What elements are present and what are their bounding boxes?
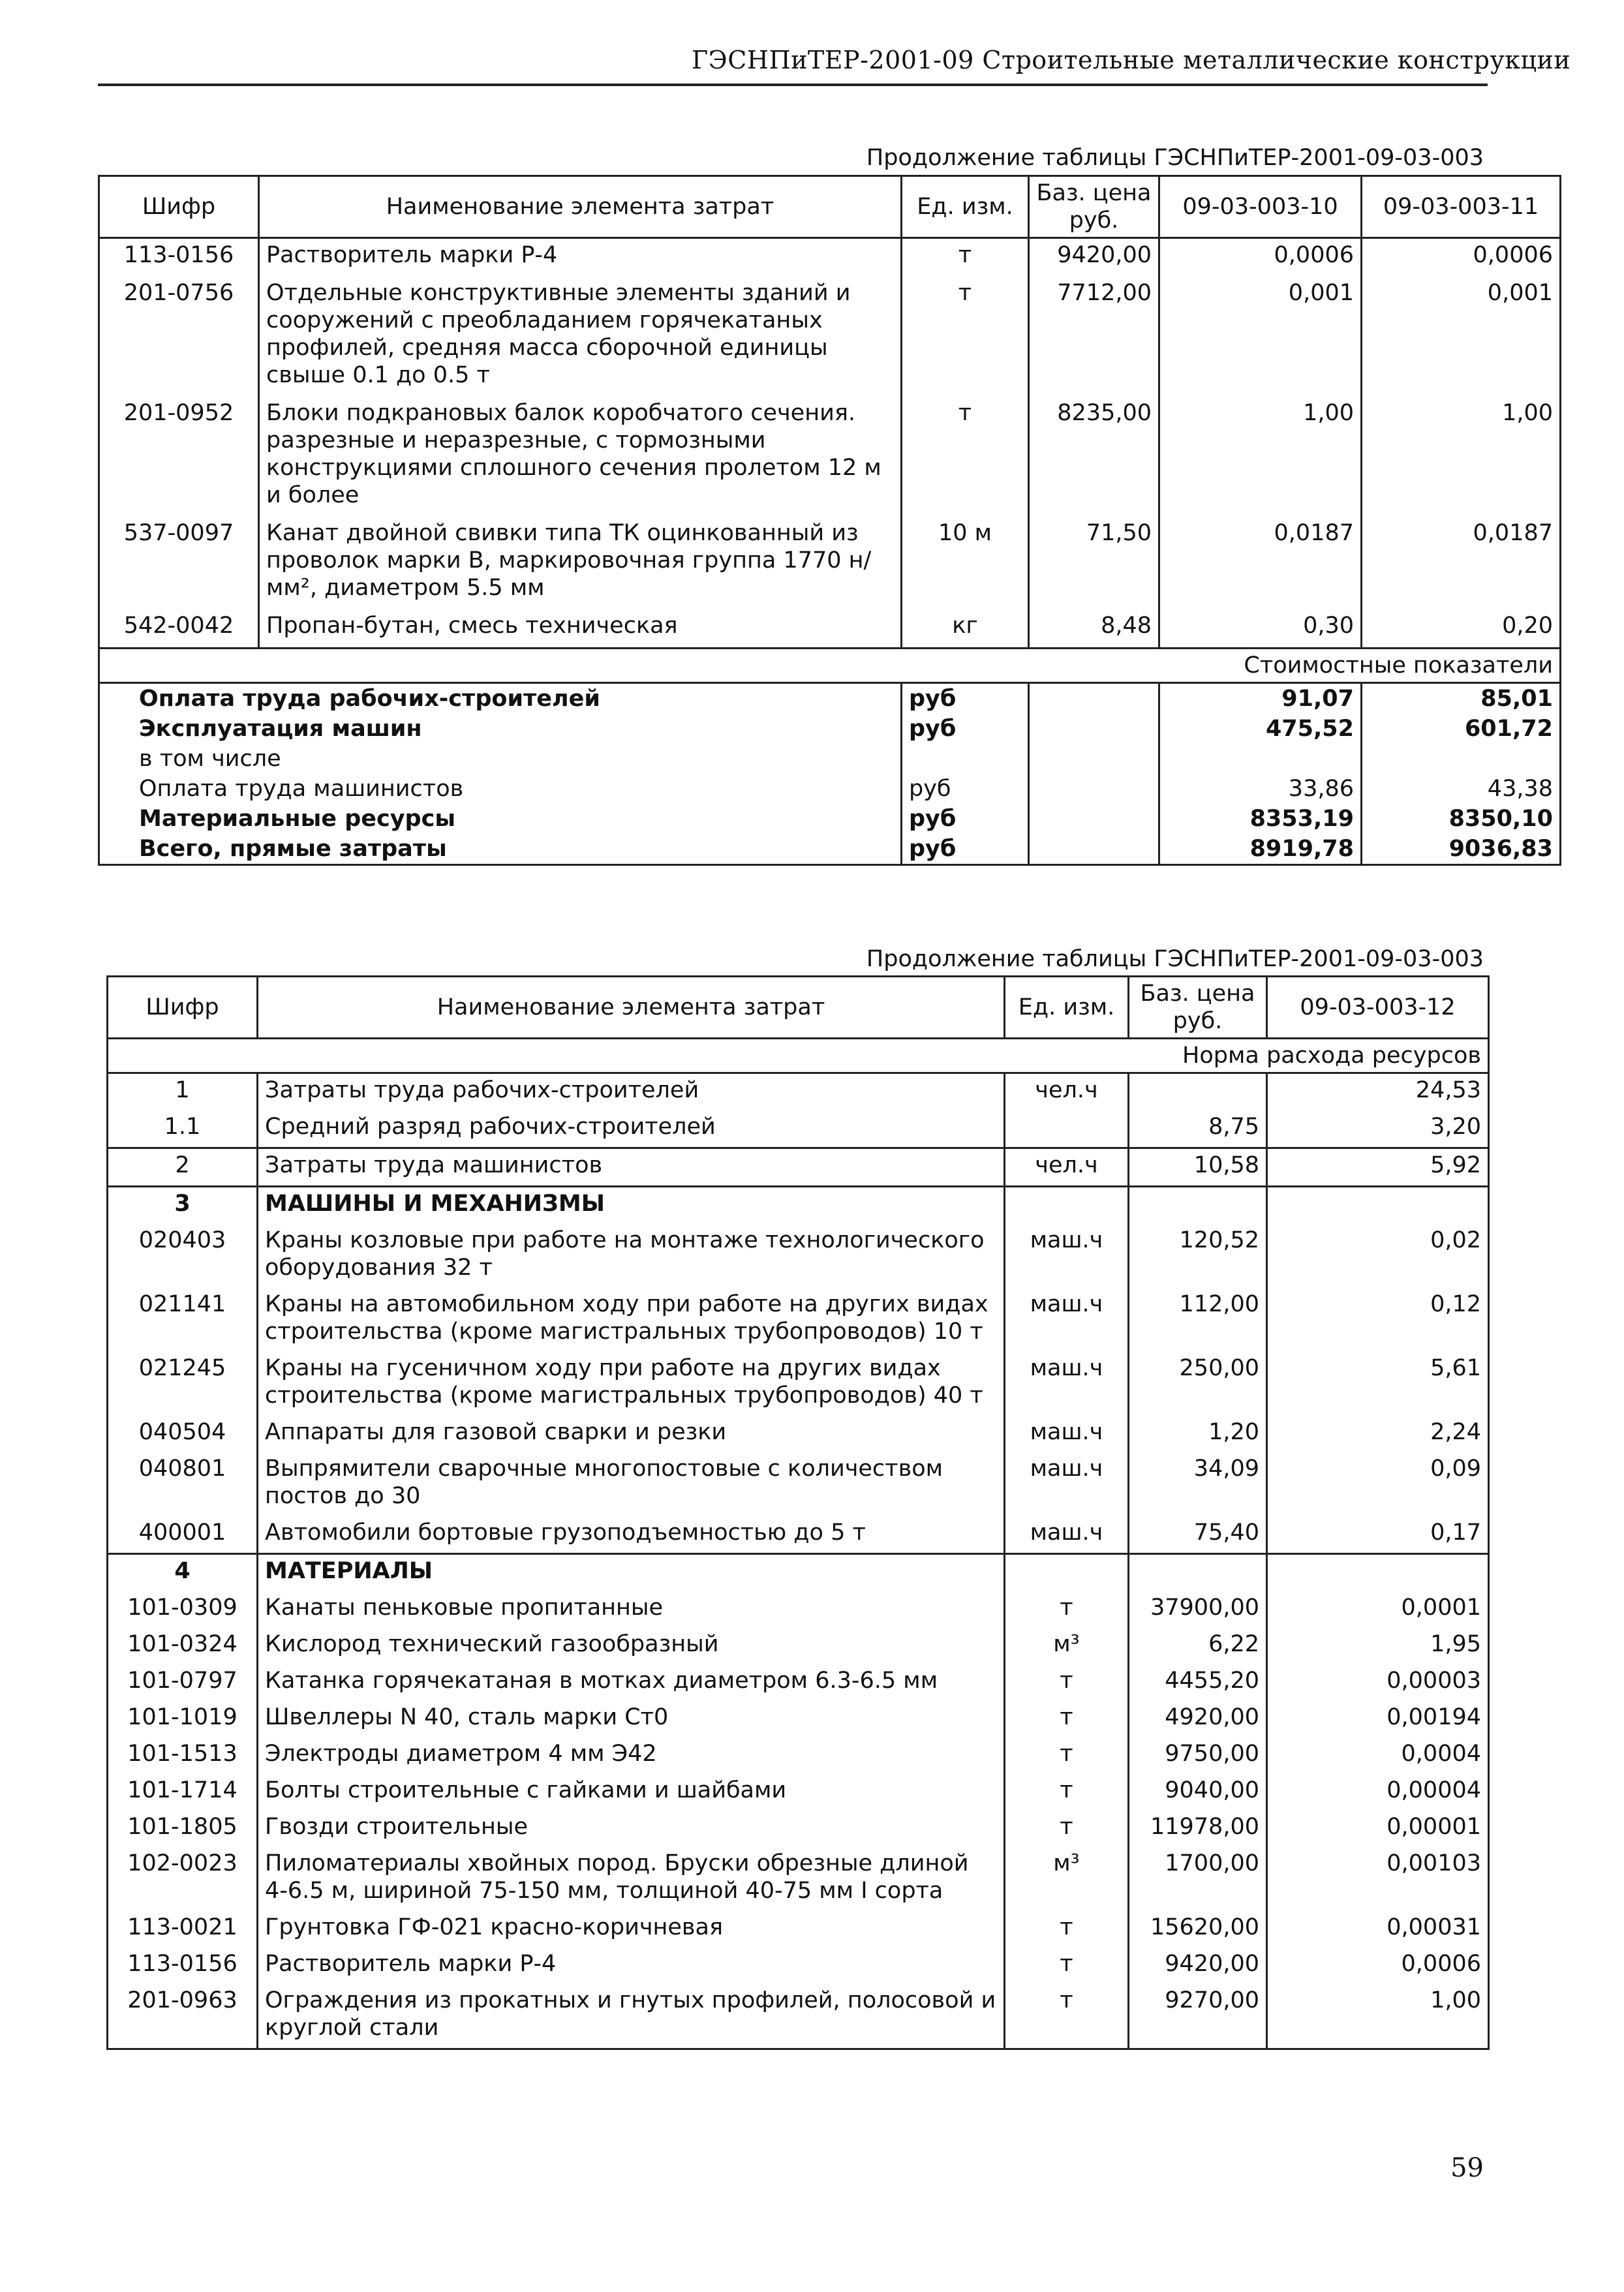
empty-cell (1029, 714, 1159, 744)
empty-cell (1029, 683, 1159, 714)
resource-unit (1005, 1554, 1129, 1592)
resource-name: Краны на автомобильном ходу при работе на других видах строительства (кроме магистральных трубопроводов) 10 т (258, 1288, 1005, 1352)
resource-price: 120,52 (1129, 1224, 1267, 1288)
cost-name: Эксплуатация машин (99, 714, 902, 744)
resource-name: Гвозди строительные (258, 1811, 1005, 1847)
resource-price: 9420,00 (1029, 238, 1159, 277)
resource-unit: кг (902, 609, 1029, 649)
cost-name: Оплата труда машинистов (99, 774, 902, 804)
cost-unit: руб (902, 804, 1029, 834)
resource-price: 4455,20 (1129, 1664, 1267, 1701)
norm-value: 0,09 (1267, 1452, 1489, 1516)
table-row (108, 1148, 1489, 1187)
table-row (99, 238, 1561, 277)
table-row (108, 1664, 1489, 1701)
resource-unit: м³ (1005, 1847, 1129, 1911)
resource-code: 4 (108, 1554, 258, 1592)
cost-value: 91,07 (1159, 683, 1362, 714)
resource-code: 2 (108, 1148, 258, 1187)
norm-value: 1,95 (1267, 1628, 1489, 1664)
resource-name: Краны козловые при работе на монтаже технологического оборудования 32 т (258, 1224, 1005, 1288)
resource-code: 021141 (108, 1288, 258, 1352)
cost-unit: руб (902, 774, 1029, 804)
resource-code: 1 (108, 1073, 258, 1111)
resource-code: 020403 (108, 1224, 258, 1288)
norm-value: 1,00 (1362, 397, 1561, 517)
norm-value: 0,00001 (1267, 1811, 1489, 1847)
table-row (108, 1352, 1489, 1416)
norm-value: 0,0006 (1267, 1948, 1489, 1984)
resource-unit: т (1005, 1737, 1129, 1774)
resource-name: Растворитель марки Р-4 (258, 1948, 1005, 1984)
cost-unit: руб (902, 714, 1029, 744)
header-rule (98, 84, 1488, 86)
table-row (108, 1224, 1489, 1288)
resource-price: 9040,00 (1129, 1774, 1267, 1811)
resource-code: 201-0756 (99, 277, 259, 397)
norm-value: 0,00004 (1267, 1774, 1489, 1811)
resource-unit: т (902, 238, 1029, 277)
resource-name: Катанка горячекатаная в мотках диаметром 6.3-6.5 мм (258, 1664, 1005, 1701)
resource-unit: маш.ч (1005, 1288, 1129, 1352)
cost-name: Оплата труда рабочих-строителей (99, 683, 902, 714)
norm-value: 0,0006 (1159, 238, 1362, 277)
resource-price: 1700,00 (1129, 1847, 1267, 1911)
resource-code: 101-1019 (108, 1701, 258, 1737)
resource-price: 250,00 (1129, 1352, 1267, 1416)
cost-value: 8353,19 (1159, 804, 1362, 834)
resource-unit: м³ (1005, 1628, 1129, 1664)
norm-value: 0,0006 (1362, 238, 1561, 277)
norm-value: 0,001 (1362, 277, 1561, 397)
table-row (108, 1416, 1489, 1452)
resource-name: Отдельные конструктивные элементы зданий и сооружений с преобладанием горячекатаных профилей, средняя масса сборочной единицы свыше 0.1 до 0.5 т (259, 277, 902, 397)
resource-code: 021245 (108, 1352, 258, 1416)
resource-price: 6,22 (1129, 1628, 1267, 1664)
table-row (108, 1110, 1489, 1148)
resource-code: 1.1 (108, 1110, 258, 1148)
cost-name: Материальные ресурсы (99, 804, 902, 834)
resource-name: Ограждения из прокатных и гнутых профилей, полосовой и круглой стали (258, 1984, 1005, 2049)
cost-name: в том числе (99, 744, 902, 774)
cost-row (99, 834, 1561, 865)
norm-value: 0,20 (1362, 609, 1561, 649)
table1-caption: Продолжение таблицы ГЭСНПиТЕР-2001-09-03-003 (866, 145, 1484, 171)
cost-row (99, 683, 1561, 714)
cost-row (99, 774, 1561, 804)
resource-code: 101-1714 (108, 1774, 258, 1811)
resource-unit: т (1005, 1591, 1129, 1628)
col-header-name: Наименование элемента затрат (259, 176, 902, 238)
empty-cell (1029, 804, 1159, 834)
col-header-name: Наименование элемента затрат (258, 977, 1005, 1039)
cost-value: 601,72 (1362, 714, 1561, 744)
norm-value: 0,0187 (1159, 517, 1362, 609)
resource-table-2 (106, 975, 1490, 2050)
resource-price: 4920,00 (1129, 1701, 1267, 1737)
norm-value: 2,24 (1267, 1416, 1489, 1452)
resource-code: 542-0042 (99, 609, 259, 649)
cost-row (99, 744, 1561, 774)
table-row (108, 1591, 1489, 1628)
table-row (108, 1847, 1489, 1911)
resource-name: Грунтовка ГФ-021 красно-коричневая (258, 1911, 1005, 1948)
resource-price: 8235,00 (1029, 397, 1159, 517)
resource-price: 9270,00 (1129, 1984, 1267, 2049)
col-header-code: Шифр (108, 977, 258, 1039)
resource-table-1 (98, 175, 1561, 866)
resource-name: Электроды диаметром 4 мм Э42 (258, 1737, 1005, 1774)
resource-unit: чел.ч (1005, 1148, 1129, 1187)
cost-value: 8350,10 (1362, 804, 1561, 834)
resource-price: 9420,00 (1129, 1948, 1267, 1984)
cost-section-row (99, 649, 1561, 683)
resource-code: 201-0963 (108, 1984, 258, 2049)
norm-value: 5,92 (1267, 1148, 1489, 1187)
norm-value: 0,12 (1267, 1288, 1489, 1352)
cost-section-title: Стоимостные показатели (99, 649, 1561, 683)
resource-code: 040801 (108, 1452, 258, 1516)
cost-value: 33,86 (1159, 774, 1362, 804)
norm-value: 0,001 (1159, 277, 1362, 397)
col-header-price: Баз. цена руб. (1029, 176, 1159, 238)
norm-value (1267, 1554, 1489, 1592)
resource-price: 8,48 (1029, 609, 1159, 649)
col-header-norm-11: 09-03-003-11 (1362, 176, 1561, 238)
resource-name: Краны на гусеничном ходу при работе на других видах строительства (кроме магистральных трубопроводов) 40 т (258, 1352, 1005, 1416)
empty-cell (1029, 774, 1159, 804)
table2-caption: Продолжение таблицы ГЭСНПиТЕР-2001-09-03-003 (866, 946, 1484, 972)
norm-value: 0,00031 (1267, 1911, 1489, 1948)
resource-code: 101-0324 (108, 1628, 258, 1664)
col-header-unit: Ед. изм. (902, 176, 1029, 238)
norm-value (1267, 1187, 1489, 1225)
col-header-unit: Ед. изм. (1005, 977, 1129, 1039)
table-row (108, 1774, 1489, 1811)
resource-name: Канат двойной свивки типа ТК оцинкованный из проволок марки В, маркировочная группа 1770 н/мм², диаметром 5.5 мм (259, 517, 902, 609)
resource-code: 040504 (108, 1416, 258, 1452)
norm-section-title: Норма расхода ресурсов (108, 1039, 1489, 1073)
resource-unit: маш.ч (1005, 1516, 1129, 1554)
resource-price: 7712,00 (1029, 277, 1159, 397)
table-row (99, 609, 1561, 649)
table-row (108, 1187, 1489, 1225)
table-row (108, 1701, 1489, 1737)
col-header-code: Шифр (99, 176, 259, 238)
resource-unit: т (1005, 1664, 1129, 1701)
resource-code: 102-0023 (108, 1847, 258, 1911)
cost-value (1159, 744, 1362, 774)
table-row (108, 1948, 1489, 1984)
col-header-price: Баз. цена руб. (1129, 977, 1267, 1039)
resource-name: Кислород технический газообразный (258, 1628, 1005, 1664)
norm-value: 0,0001 (1267, 1591, 1489, 1628)
resource-unit: 10 м (902, 517, 1029, 609)
cost-value (1362, 744, 1561, 774)
table-row (108, 1737, 1489, 1774)
resource-price: 8,75 (1129, 1110, 1267, 1148)
resource-unit: чел.ч (1005, 1073, 1129, 1111)
table-row (108, 1984, 1489, 2049)
norm-value: 3,20 (1267, 1110, 1489, 1148)
resource-name: Болты строительные с гайками и шайбами (258, 1774, 1005, 1811)
resource-unit: т (1005, 1811, 1129, 1847)
cost-value: 43,38 (1362, 774, 1561, 804)
resource-name: Выпрямители сварочные многопостовые с количеством постов до 30 (258, 1452, 1005, 1516)
page-header: ГЭСНПиТЕР-2001-09 Строительные металлические конструкции (692, 46, 1571, 74)
col-header-norm-12: 09-03-003-12 (1267, 977, 1489, 1039)
norm-section-row (108, 1039, 1489, 1073)
cost-unit (902, 744, 1029, 774)
resource-unit: т (902, 397, 1029, 517)
resource-unit: т (1005, 1774, 1129, 1811)
resource-name: Швеллеры N 40, сталь марки Ст0 (258, 1701, 1005, 1737)
norm-value: 24,53 (1267, 1073, 1489, 1111)
resource-name: МАТЕРИАЛЫ (258, 1554, 1005, 1592)
resource-unit: т (1005, 1948, 1129, 1984)
resource-name: Блоки подкрановых балок коробчатого сечения. разрезные и неразрезные, с тормозными конструкциями сплошного сечения пролетом 12 м и более (259, 397, 902, 517)
resource-price: 34,09 (1129, 1452, 1267, 1516)
resource-price: 75,40 (1129, 1516, 1267, 1554)
resource-unit: т (1005, 1984, 1129, 2049)
resource-unit (1005, 1110, 1129, 1148)
cost-unit: руб (902, 834, 1029, 865)
resource-code: 537-0097 (99, 517, 259, 609)
resource-price: 112,00 (1129, 1288, 1267, 1352)
cost-unit: руб (902, 683, 1029, 714)
resource-unit (1005, 1187, 1129, 1225)
norm-value: 5,61 (1267, 1352, 1489, 1416)
empty-cell (1029, 744, 1159, 774)
resource-price: 10,58 (1129, 1148, 1267, 1187)
resource-price: 9750,00 (1129, 1737, 1267, 1774)
resource-price: 15620,00 (1129, 1911, 1267, 1948)
resource-unit: маш.ч (1005, 1416, 1129, 1452)
norm-value: 1,00 (1159, 397, 1362, 517)
resource-price: 37900,00 (1129, 1591, 1267, 1628)
resource-code: 113-0156 (99, 238, 259, 277)
resource-code: 101-0797 (108, 1664, 258, 1701)
resource-price (1129, 1187, 1267, 1225)
table-row (99, 277, 1561, 397)
cost-row (99, 714, 1561, 744)
table-row (108, 1628, 1489, 1664)
norm-value: 0,0004 (1267, 1737, 1489, 1774)
table-row (99, 397, 1561, 517)
norm-value: 0,0187 (1362, 517, 1561, 609)
resource-unit: маш.ч (1005, 1452, 1129, 1516)
page-number: 59 (1450, 2153, 1484, 2183)
resource-price (1129, 1554, 1267, 1592)
resource-code: 400001 (108, 1516, 258, 1554)
resource-name: Канаты пеньковые пропитанные (258, 1591, 1005, 1628)
table-row (108, 1073, 1489, 1111)
col-header-norm-10: 09-03-003-10 (1159, 176, 1362, 238)
resource-unit: т (902, 277, 1029, 397)
norm-value: 0,00103 (1267, 1847, 1489, 1911)
resource-name: Растворитель марки Р-4 (259, 238, 902, 277)
norm-value: 0,02 (1267, 1224, 1489, 1288)
resource-unit: маш.ч (1005, 1224, 1129, 1288)
resource-unit: маш.ч (1005, 1352, 1129, 1416)
empty-cell (1029, 834, 1159, 865)
table-row (108, 1911, 1489, 1948)
norm-value: 0,17 (1267, 1516, 1489, 1554)
norm-value: 0,00194 (1267, 1701, 1489, 1737)
resource-price: 11978,00 (1129, 1811, 1267, 1847)
norm-value: 0,30 (1159, 609, 1362, 649)
resource-name: Автомобили бортовые грузоподъемностью до 5 т (258, 1516, 1005, 1554)
cost-value: 85,01 (1362, 683, 1561, 714)
table-row (108, 1554, 1489, 1592)
resource-unit: т (1005, 1701, 1129, 1737)
resource-code: 113-0021 (108, 1911, 258, 1948)
resource-price: 71,50 (1029, 517, 1159, 609)
cost-value: 9036,83 (1362, 834, 1561, 865)
resource-code: 101-1513 (108, 1737, 258, 1774)
resource-price: 1,20 (1129, 1416, 1267, 1452)
resource-unit: т (1005, 1911, 1129, 1948)
table-row (108, 1452, 1489, 1516)
table-row (108, 1516, 1489, 1554)
table-row (108, 1811, 1489, 1847)
resource-name: МАШИНЫ И МЕХАНИЗМЫ (258, 1187, 1005, 1225)
resource-code: 201-0952 (99, 397, 259, 517)
norm-value: 1,00 (1267, 1984, 1489, 2049)
resource-code: 101-1805 (108, 1811, 258, 1847)
resource-name: Аппараты для газовой сварки и резки (258, 1416, 1005, 1452)
resource-code: 101-0309 (108, 1591, 258, 1628)
resource-name: Пропан-бутан, смесь техническая (259, 609, 902, 649)
resource-code: 113-0156 (108, 1948, 258, 1984)
resource-name: Пиломатериалы хвойных пород. Бруски обрезные длиной 4-6.5 м, шириной 75-150 мм, толщиной 40-75 мм I сорта (258, 1847, 1005, 1911)
norm-value: 0,00003 (1267, 1664, 1489, 1701)
resource-name: Средний разряд рабочих-строителей (258, 1110, 1005, 1148)
table-row (99, 517, 1561, 609)
cost-name: Всего, прямые затраты (99, 834, 902, 865)
resource-name: Затраты труда машинистов (258, 1148, 1005, 1187)
table-row (108, 1288, 1489, 1352)
resource-name: Затраты труда рабочих-строителей (258, 1073, 1005, 1111)
cost-value: 475,52 (1159, 714, 1362, 744)
cost-row (99, 804, 1561, 834)
cost-value: 8919,78 (1159, 834, 1362, 865)
resource-price (1129, 1073, 1267, 1111)
resource-code: 3 (108, 1187, 258, 1225)
